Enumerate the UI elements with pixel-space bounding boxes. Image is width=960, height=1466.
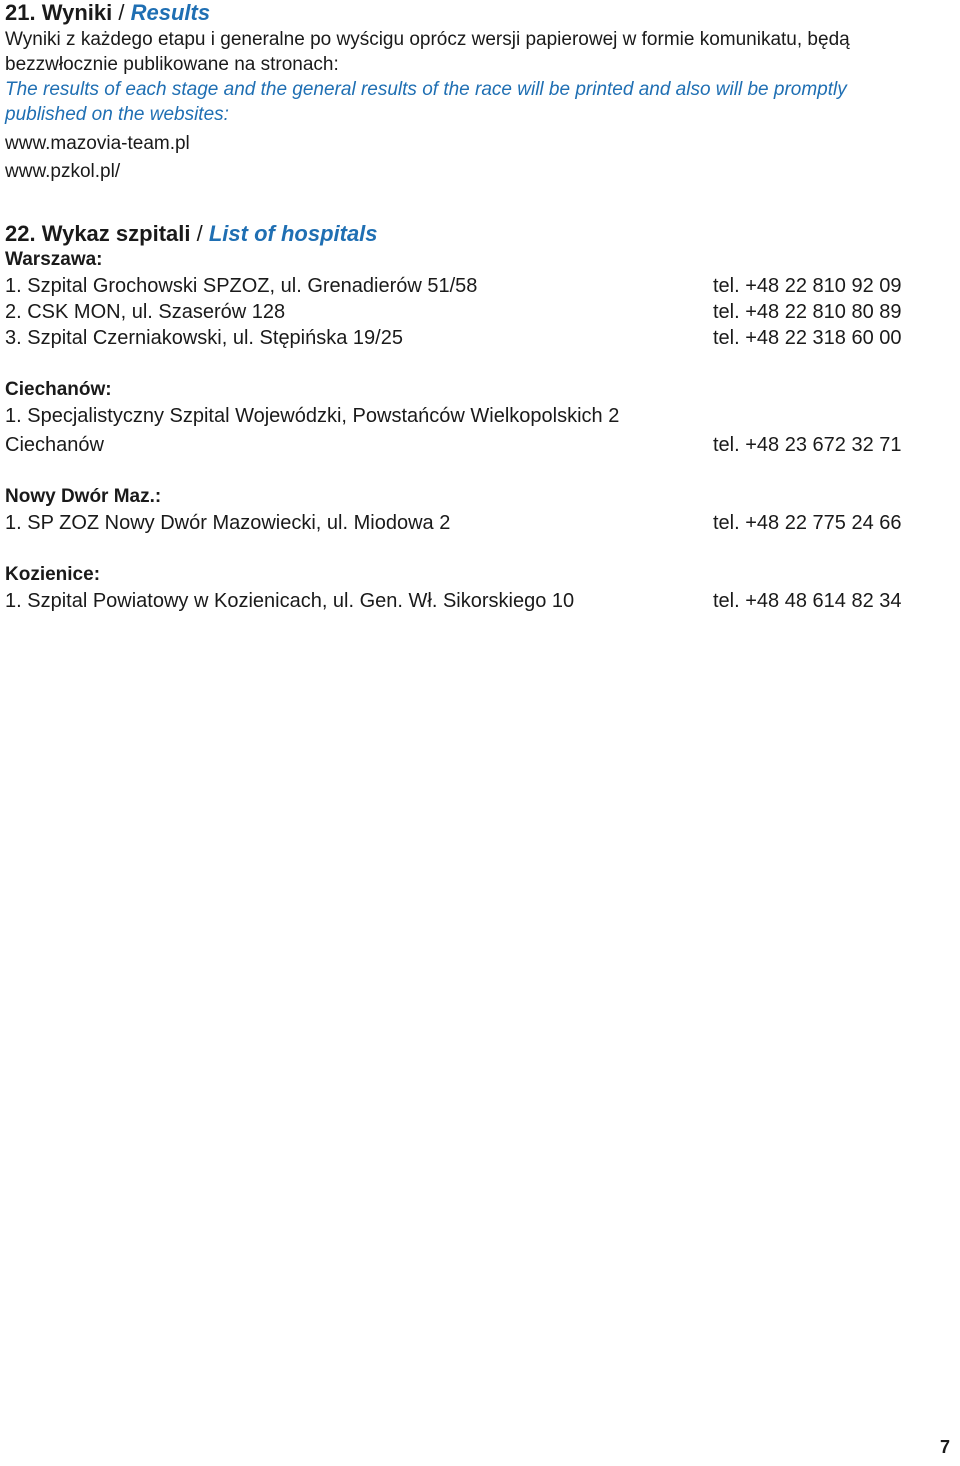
- section-21-number: 21.: [5, 0, 36, 25]
- hospital-phone: tel. +48 48 614 82 34: [713, 590, 902, 612]
- section-22: [5, 221, 955, 614]
- hospital-row: [5, 325, 955, 351]
- hospital-address: 2. CSK MON, ul. Szaserów 128: [5, 301, 286, 323]
- hospital-address: 1. Szpital Grochowski SPZOZ, ul. Grenadierów 51/58: [5, 275, 478, 297]
- section-21-title-en: Results: [130, 0, 211, 25]
- hospital-row: [5, 273, 955, 299]
- city-ciechanow: Ciechanów:: [5, 379, 112, 400]
- section-22-number: 22.: [5, 221, 36, 246]
- section-22-separator: /: [196, 221, 203, 246]
- hospital-row: [5, 510, 955, 536]
- spacer: [5, 458, 955, 484]
- results-text-en-line2: published on the websites:: [5, 104, 229, 125]
- hospital-row: [5, 403, 955, 429]
- hospital-address-city: Ciechanów: [5, 434, 104, 456]
- website-link-pzkol[interactable]: www.pzkol.pl/: [5, 161, 121, 182]
- hospital-phone: tel. +48 22 810 92 09: [713, 275, 902, 297]
- hospital-row: [5, 588, 955, 614]
- page-number: 7: [939, 1437, 950, 1457]
- hospital-address: 1. SP ZOZ Nowy Dwór Mazowiecki, ul. Miodowa 2: [5, 512, 451, 534]
- city-nowy-dwor: Nowy Dwór Maz.:: [5, 486, 162, 507]
- section-21-heading: [5, 0, 210, 26]
- hospital-address: 1. Specjalistyczny Szpital Wojewódzki, Powstańców Wielkopolskich 2: [5, 405, 620, 427]
- results-text-pl-line2: bezzwłocznie publikowane na stronach:: [5, 54, 339, 75]
- hospital-row: [5, 432, 955, 458]
- results-text-pl-line1: Wyniki z każdego etapu i generalne po wyścigu oprócz wersji papierowej w formie komunikatu, będą: [5, 29, 850, 50]
- city-kozienice: Kozienice:: [5, 564, 101, 585]
- hospital-phone: tel. +48 22 810 80 89: [713, 301, 902, 323]
- hospital-phone: tel. +48 22 775 24 66: [713, 512, 902, 534]
- website-link-mazovia[interactable]: www.mazovia-team.pl: [5, 133, 190, 154]
- results-text-en-line1: The results of each stage and the general results of the race will be printed and also will be promptly: [5, 79, 847, 100]
- city-warszawa: Warszawa:: [5, 249, 103, 270]
- section-22-heading: [5, 221, 955, 247]
- spacer: [5, 536, 955, 562]
- section-21-separator: /: [118, 0, 125, 25]
- section-21-body: [5, 27, 955, 184]
- hospital-address: 1. Szpital Powiatowy w Kozienicach, ul. Gen. Wł. Sikorskiego 10: [5, 590, 575, 612]
- hospital-phone: tel. +48 22 318 60 00: [713, 327, 902, 349]
- section-22-title-pl: Wykaz szpitali: [41, 221, 191, 246]
- section-22-title-en: List of hospitals: [208, 221, 378, 246]
- hospital-phone: tel. +48 23 672 32 71: [713, 434, 902, 456]
- spacer: [5, 351, 955, 377]
- section-21-title-pl: Wyniki: [41, 0, 113, 25]
- hospital-row: [5, 299, 955, 325]
- hospital-address: 3. Szpital Czerniakowski, ul. Stępińska 19/25: [5, 327, 403, 349]
